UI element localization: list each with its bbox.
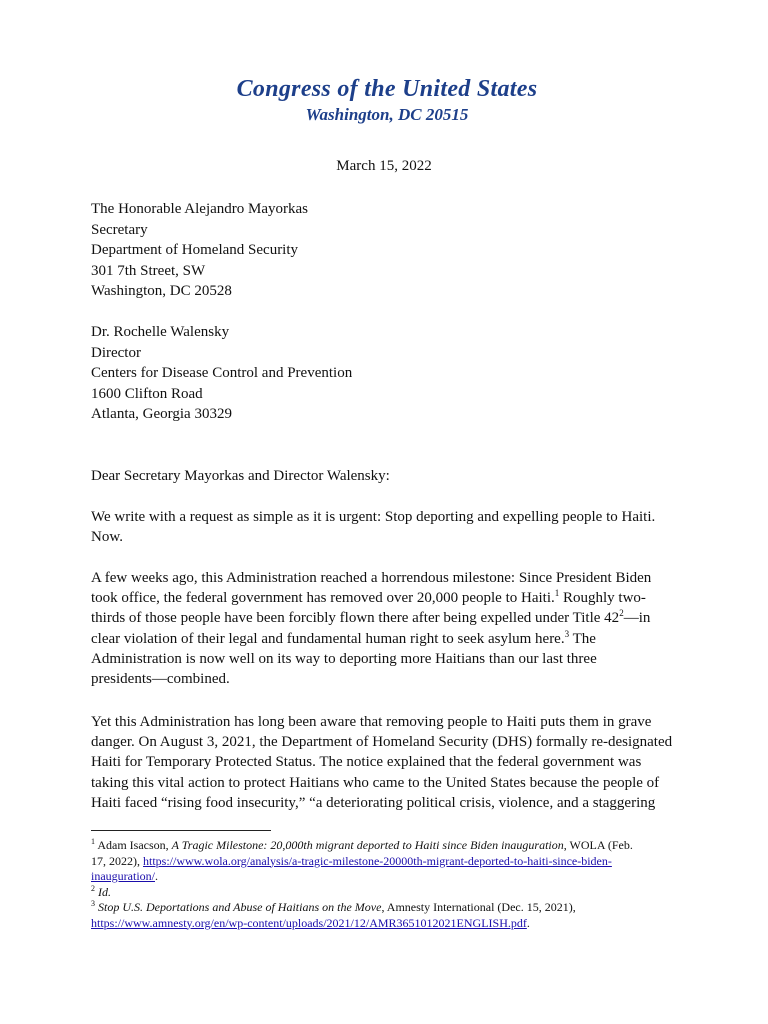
footnote-link[interactable]: inauguration/ bbox=[91, 869, 155, 883]
footnote-text: , Amnesty International (Dec. 15, 2021), bbox=[381, 900, 576, 914]
recipient-line: Dr. Rochelle Walensky bbox=[91, 324, 230, 340]
footnote-link[interactable]: https://www.amnesty.org/en/wp-content/uploads/2021/12/AMR3651012021ENGLISH.pdf bbox=[91, 915, 527, 930]
text-line: We write with a request as simple as it is urgent: Stop deporting and expelling people to Haiti. bbox=[91, 509, 656, 525]
recipient-walensky bbox=[91, 322, 691, 425]
recipient-line: The Honorable Alejandro Mayorkas bbox=[91, 201, 309, 217]
letterhead-title: Congress of the United States bbox=[236, 76, 538, 102]
footnote-number: 1 bbox=[91, 837, 95, 846]
footnote-number: 2 bbox=[91, 883, 95, 893]
text-line: Administration is now well on its way to deporting more Haitians than our last three bbox=[91, 650, 597, 667]
text-line bbox=[91, 608, 677, 628]
footnote-divider bbox=[91, 830, 271, 831]
footnote-link[interactable]: https://www.wola.org/analysis/a-tragic-milestone-20000th-migrant-deported-to-haiti-since-biden- bbox=[143, 853, 612, 868]
text-segment: The bbox=[569, 630, 596, 647]
footnote-2 bbox=[91, 885, 691, 901]
letterhead-address: Washington, DC 20515 bbox=[305, 105, 469, 124]
recipient-line: Director bbox=[91, 344, 141, 361]
footnote-number: 3 bbox=[91, 899, 95, 908]
text-line: presidents—combined. bbox=[91, 671, 230, 688]
footnote-ref[interactable]: 3 bbox=[564, 628, 570, 639]
footnote-3-cont bbox=[91, 916, 691, 932]
footnote-3 bbox=[91, 900, 691, 916]
footnote-ref[interactable]: 2 bbox=[619, 608, 624, 619]
footnotes bbox=[91, 838, 691, 931]
text-line: Haiti faced “rising food insecurity,” “a deteriorating political crisis, violence, and a staggering bbox=[91, 794, 656, 811]
text-segment: took office, the federal government has removed over 20,000 people to Haiti. bbox=[91, 590, 555, 607]
text-line: Yet this Administration has long been aware that removing people to Haiti puts them in grave bbox=[91, 714, 652, 730]
salutation: Dear Secretary Mayorkas and Director Walensky: bbox=[91, 468, 390, 484]
text-segment: —in bbox=[623, 610, 651, 627]
letter-date: March 15, 2022 bbox=[336, 158, 432, 174]
footnote-text: . bbox=[526, 915, 530, 930]
footnote-title: A Tragic Milestone: 20,000th migrant deported to Haiti since Biden inauguration bbox=[171, 838, 564, 852]
recipient-line: Centers for Disease Control and Prevention bbox=[91, 365, 353, 382]
footnote-1-cont bbox=[91, 869, 691, 885]
text-segment: clear violation of their legal and fundamental human right to seek asylum here. bbox=[91, 630, 565, 647]
text-line: danger. On August 3, 2021, the Department of Homeland Security (DHS) formally re-designated bbox=[91, 734, 673, 751]
footnote-text: Id. bbox=[95, 884, 111, 899]
paragraph-milestone bbox=[91, 568, 677, 689]
recipient-line: Atlanta, Georgia 30329 bbox=[91, 406, 232, 423]
footnote-text: . bbox=[154, 869, 158, 883]
recipient-line: Secretary bbox=[91, 221, 148, 238]
footnote-text: Adam Isacson, bbox=[95, 838, 172, 852]
recipient-line: Department of Homeland Security bbox=[91, 242, 299, 259]
recipient-line: 301 7th Street, SW bbox=[91, 262, 206, 279]
recipient-line: Washington, DC 20528 bbox=[91, 283, 232, 300]
recipient-mayorkas bbox=[91, 199, 691, 302]
footnote-1-cont bbox=[91, 854, 691, 870]
footnote-1 bbox=[91, 838, 691, 854]
letterhead bbox=[0, 74, 768, 126]
footnote-ref[interactable]: 1 bbox=[554, 588, 560, 599]
text-line: A few weeks ago, this Administration reached a horrendous milestone: Since President Biden bbox=[91, 570, 652, 586]
text-segment: thirds of those people have been forcibly flown there after being expelled under Title 42 bbox=[91, 610, 620, 627]
recipient-line: 1600 Clifton Road bbox=[91, 385, 203, 402]
text-line: Now. bbox=[91, 529, 123, 546]
paragraph-danger bbox=[91, 712, 677, 813]
footnote-text: 17, 2022), bbox=[91, 853, 143, 868]
text-line: taking this vital action to protect Haitians who came to the United States because the people of bbox=[91, 774, 660, 791]
footnote-title: Stop U.S. Deportations and Abuse of Haitians on the Move bbox=[98, 900, 382, 914]
text-line bbox=[91, 629, 677, 649]
text-segment: Roughly two- bbox=[559, 590, 646, 607]
text-line: Haiti for Temporary Protected Status. The notice explained that the federal government was bbox=[91, 754, 642, 771]
paragraph-request bbox=[91, 507, 677, 547]
footnote-text: , WOLA (Feb. bbox=[563, 838, 633, 852]
text-line bbox=[91, 588, 677, 608]
